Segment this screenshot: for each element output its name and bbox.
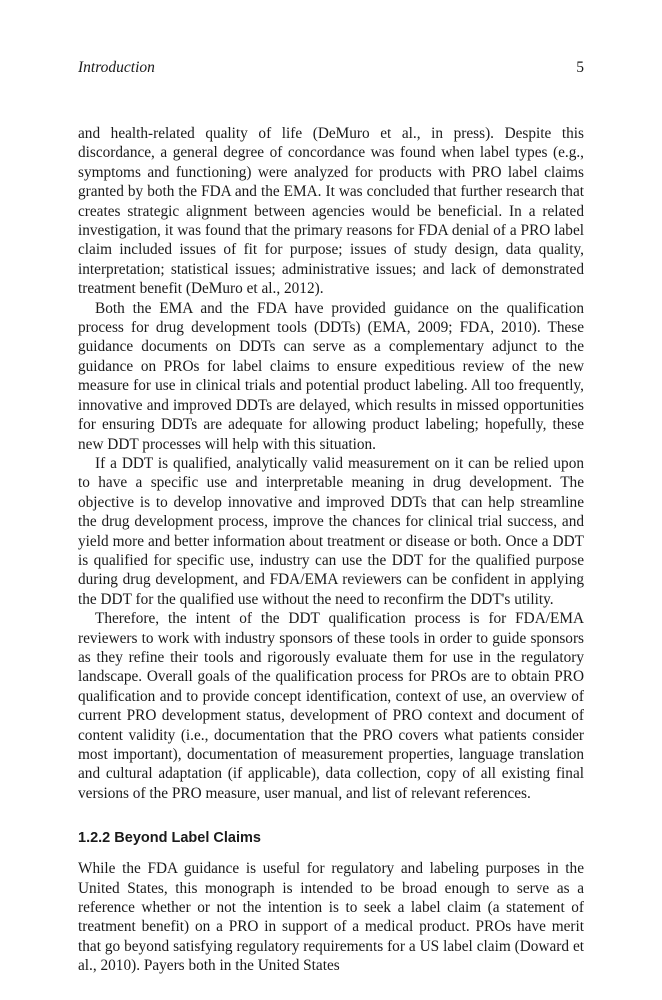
paragraph-1: and health-related quality of life (DeMuro et al., in press). Despite this discordance, a general degree of concordance was found when label types (e.g., symptoms and functioning) were analyzed for products with PRO label claims granted by both the FDA and the EMA. It was concluded that further research that creates strategic alignment between agencies would be beneficial. In a related investigation, it was found that the primary reasons for FDA denial of a PRO label claim included issues of fit for purpose; issues of study design, data quality, interpretation; statistical issues; administrative issues; and lack of demonstrated treatment benefit (DeMuro et al., 2012).: [78, 125, 584, 298]
page-body: [78, 124, 584, 976]
chapter-title: Introduction: [78, 59, 155, 76]
section-heading: 1.2.2 Beyond Label Claims: [78, 830, 261, 847]
section-paragraph: While the FDA guidance is useful for regulatory and labeling purposes in the United States, this monograph is intended to be broad enough to serve as a reference whether or not the intention is to seek a label claim (a statement of treatment benefit) on a PRO in support of a medical product. PROs have merit that go beyond satisfying regulatory requirements for a US label claim (Doward et al., 2010). Payers both in the United States: [78, 860, 584, 975]
paragraph-4: Therefore, the intent of the DDT qualification process is for FDA/EMA reviewers to work with industry sponsors of these tools in order to guide sponsors as they refine their tools and rigorously evaluate them for use in the regulatory landscape. Overall goals of the qualification process for PROs are to obtain PRO qualification and to provide concept identification, context of use, an overview of current PRO development status, development of PRO context and document of content validity (i.e., documentation that the PRO covers what patients consider most important), documentation of measurement properties, language translation and cultural adaptation (if applicable), data collection, copy of all existing final versions of the PRO measure, user manual, and list of relevant references.: [78, 610, 584, 802]
running-header: [78, 58, 584, 78]
paragraph-2: Both the EMA and the FDA have provided guidance on the qualification process for drug development tools (DDTs) (EMA, 2009; FDA, 2010). These guidance documents on DDTs can serve as a complementary adjunct to the guidance on PROs for label claims to ensure expeditious review of the new measure for use in clinical trials and potential product labeling. All too frequently, innovative and improved DDTs are delayed, which results in missed opportunities for ensuring DDTs are adequate for allowing product labeling; hopefully, these new DDT processes will help with this situation.: [78, 299, 584, 453]
paragraph-3: If a DDT is qualified, analytically valid measurement on it can be relied upon to have a specific use and interpretable meaning in drug development. The objective is to develop innovative and improved DDTs that can help streamline the drug development process, improve the chances for clinical trial success, and yield more and better information about treatment or disease or both. Once a DDT is qualified for specific use, industry can use the DDT for the qualified purpose during drug development, and FDA/EMA reviewers can be confident in applying the DDT for the qualified use without the need to reconfirm the DDT's utility.: [78, 454, 584, 608]
page-number: 5: [576, 59, 584, 76]
